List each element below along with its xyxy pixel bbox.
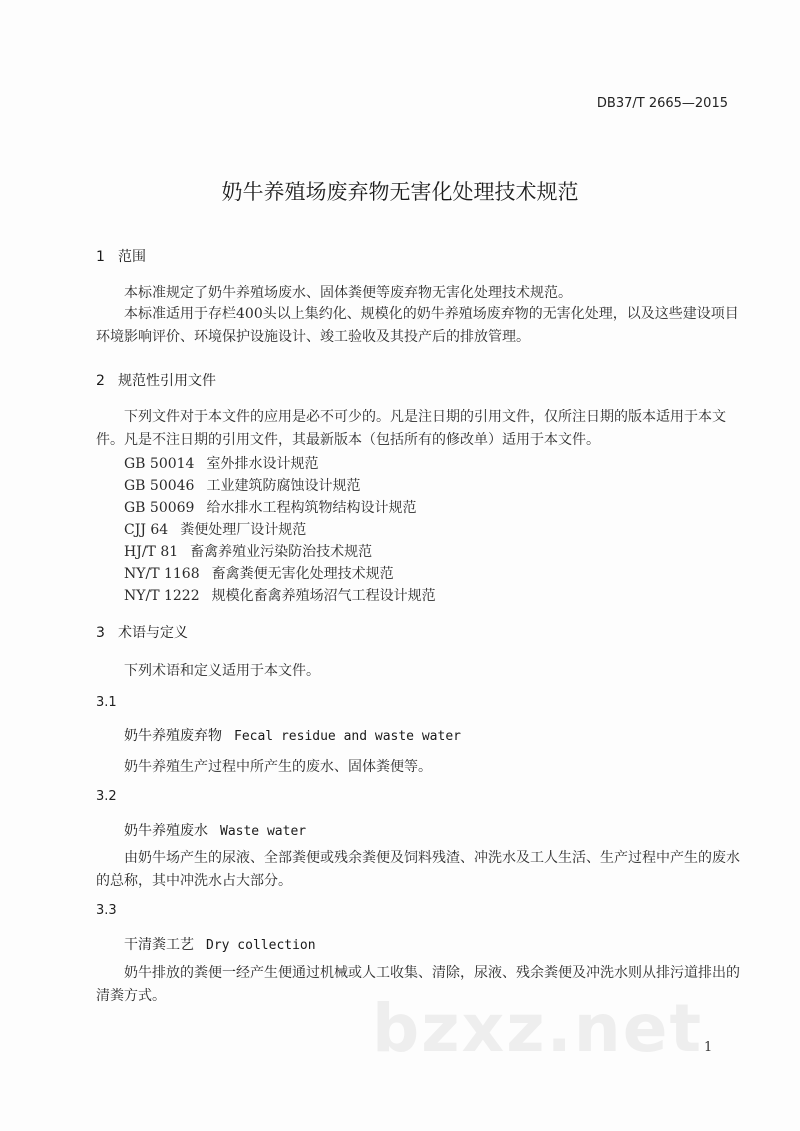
- reference-item: [124, 563, 394, 583]
- reference-code: GB 50014: [124, 456, 195, 472]
- section-title: 范围: [118, 249, 146, 265]
- section-number: 3: [96, 625, 105, 641]
- reference-code: GB 50069: [124, 500, 195, 516]
- term-heading: [124, 820, 306, 840]
- terms-intro: 下列术语和定义适用于本文件。: [124, 663, 320, 679]
- section-title: 规范性引用文件: [118, 373, 216, 389]
- term-definition: 奶牛养殖生产过程中所产生的废水、固体粪便等。: [124, 759, 432, 775]
- term-english: Fecal residue and waste water: [234, 729, 461, 744]
- reference-item: [124, 497, 416, 517]
- reference-item: [124, 453, 318, 473]
- section-2-heading: [96, 370, 216, 390]
- section-title: 术语与定义: [118, 625, 188, 641]
- term-heading: [124, 725, 461, 745]
- document-title: 奶牛养殖场废弃物无害化处理技术规范: [221, 180, 579, 204]
- references-intro: 下列文件对于本文件的应用是必不可少的。凡是注日期的引用文件，仅所注日期的版本适用于本文件。凡是不注日期的引用文件，其最新版本（包括所有的修改单）适用于本文件。: [96, 409, 726, 448]
- page-number: 1: [704, 1040, 713, 1055]
- section-3-heading: [96, 622, 188, 642]
- term-chinese: 奶牛养殖废水: [124, 823, 208, 839]
- reference-title: 畜禽养殖业污染防治技术规范: [190, 544, 373, 560]
- clause-number: 3.3: [96, 903, 117, 918]
- term-chinese: 奶牛养殖废弃物: [124, 728, 222, 744]
- reference-code: NY/T 1168: [124, 566, 200, 582]
- reference-title: 粪便处理厂设计规范: [180, 522, 307, 538]
- reference-code: NY/T 1222: [124, 588, 200, 604]
- reference-title: 室外排水设计规范: [206, 456, 319, 472]
- term-heading: [124, 934, 316, 954]
- reference-item: [124, 541, 372, 561]
- reference-title: 畜禽粪便无害化处理技术规范: [211, 566, 394, 582]
- section-1-heading: [96, 246, 146, 266]
- standard-code: DB37/T 2665—2015: [596, 96, 728, 111]
- reference-item: [124, 585, 436, 605]
- term-chinese: 干清粪工艺: [124, 937, 194, 953]
- scope-paragraph-1: 本标准规定了奶牛养殖场废水、固体粪便等废弃物无害化处理技术规范。: [124, 285, 572, 301]
- section-number: 2: [96, 373, 105, 389]
- reference-code: CJJ 64: [124, 522, 169, 538]
- reference-title: 规模化畜禽养殖场沼气工程设计规范: [211, 588, 436, 604]
- reference-item: [124, 475, 360, 495]
- term-definition: 奶牛排放的粪便一经产生便通过机械或人工收集、清除，尿液、残余粪便及冲洗水则从排污道排出的清粪方式。: [96, 965, 740, 1004]
- reference-item: [124, 519, 306, 539]
- section-number: 1: [96, 249, 105, 265]
- scope-paragraph-2: 本标准适用于存栏400头以上集约化、规模化的奶牛养殖场废弃物的无害化处理，以及这些建设项目环境影响评价、环境保护设施设计、竣工验收及其投产后的排放管理。: [96, 306, 739, 345]
- term-definition: 由奶牛场产生的尿液、全部粪便或残余粪便及饲料残渣、冲洗水及工人生活、生产过程中产生的废水的总称，其中冲洗水占大部分。: [96, 850, 740, 889]
- clause-number: 3.1: [96, 695, 117, 710]
- term-english: Dry collection: [206, 938, 316, 953]
- reference-code: HJ/T 81: [124, 544, 179, 560]
- reference-code: GB 50046: [124, 478, 195, 494]
- term-english: Waste water: [220, 824, 307, 839]
- watermark: bzxz.net: [372, 990, 704, 1067]
- clause-number: 3.2: [96, 789, 117, 804]
- reference-title: 给水排水工程构筑物结构设计规范: [206, 500, 417, 516]
- reference-title: 工业建筑防腐蚀设计规范: [206, 478, 361, 494]
